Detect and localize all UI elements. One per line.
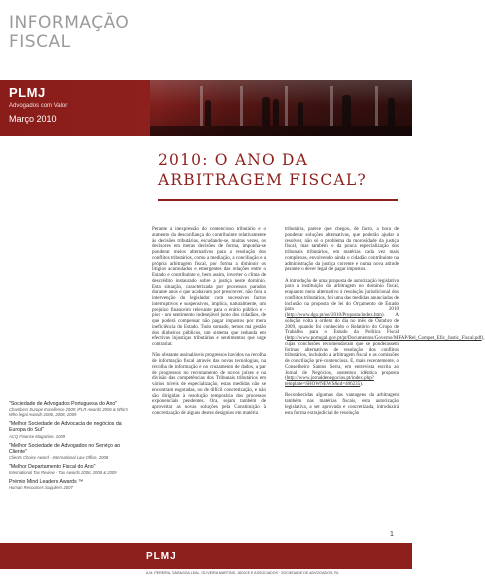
article-column-left [152,227,266,422]
award-item: "Melhor Sociedade de Advocacia de negócios da Europa do Sul" ACQ Finance Magazine, 2009 [9,421,122,439]
newsletter-title-line1: INFORMAÇÃO [9,13,130,33]
article-paragraph: Perante a inexpressão do contencioso tributário e o aumento da desconfiança do contribuinte relativamente às decisões tributárias, escudando-se, muitas vezes, os decisores em meras decisões de forma, impunha-se ponderar meios alternativos para a resolução dos conflitos tributários, como a mediação, a conciliação e a própria arbitragem fiscal, por forma a diminuir os litígios acumulados e emergentes das relações entre o Estado e contribuinte e, bem assim, inverter o clima de descrédito instaurado sobre a justiça neste domínio. Esta situação, caracterizada por processos parados durante anos e que acabavam por prescrever, não fora a intervenção do legislador com sucessivos factos interruptivos e suspensivos, implica, naturalmente, um prejuízo financeiro relevante para o erário público e - pior - um sentimento indesejável junto dos cidadãos, de que poderá compensar não pagar impostos por mera ineficiência do Estado. Tudo somado, temos má gestão dos dinheiros públicos, um sistema que redunda em efectivas injustiças tributárias e sentimentos que urge contrariar. [152,226,266,347]
brand-logo: PLMJ [9,85,46,100]
article-paragraph: tributária, parece que chegou, de facto, a hora de ponderar soluções alternativas, que poderão ajudar a resolver, não só o problema da morosidade da justiça fiscal, mas também o da pouca especialização dos tribunais tributários, em matérias cada vez mais complexas, envolvendo ainda o cidadão contribuinte na administração da justiça corrente e numa nova atitude perante o dever legal de pagar impostos. [285,226,399,273]
tax-report-link[interactable]: http://www.portugal.gov.pt/pt/Documentos/Governo/MFAP/Rel_Compet_Efic_Justic_Fiscal.pdf [286,335,482,341]
award-item: Prémio Mind Leaders Awards ™ Human Resources Suppliers 2007 [9,479,84,491]
article-title-line1: 2010: O ANO DA [158,151,309,169]
issue-date: Março 2010 [9,114,57,124]
page-number: 1 [390,531,394,538]
awards-list [9,401,134,494]
award-item: "Melhor Sociedade de Advogados no Serviço ao Cliente" Clients Choice Award - International Law Office, 2008 [9,442,121,461]
article-title [158,150,398,190]
footer-bar [0,543,412,569]
footer-logo: PLMJ [146,551,177,562]
newsletter-title [9,14,189,52]
article-paragraph: Não obstante assinaláveis progressos havidos na recolha de informação fiscal através das novas tecnologias, na recolha de informação e no cruzamento de dados, a par de progressos no recrutamento de novos juízes e na divisão das competências dos Tribunais tributários em vários níveis de especialização, estas medidas não se encontram esgotadas, ou de difícil concretização, e não são dirigidas à resolução temporária dos processos exponenciais pendentes. Ora, sejam também de aproveitar as novas soluções pela Constituição à concretização de alguns destes desígnios em matéria [152,352,266,416]
header-banner [0,80,412,136]
article-paragraph: Reconhecidas algumas das vantagens da arbitragem também nas matérias fiscais, esta autorização legislativa, a ser aprovada e concretizada, introduzirá esta forma extrajudicial de resolução [285,392,399,416]
article-column-right [285,226,485,422]
budget-proposal-link[interactable]: http://www.dgo.pt/oe/2010/Proposta/index.htm [286,312,382,318]
award-item: "Melhor Departamento Fiscal do Ano" International Tax Review - Tax Awards 2006, 2008 & 2009 [9,464,117,476]
award-item: "Sociedade de Advogados Portuguesa do Ano" Chambers Europe Excellence 2009; IFLR Awards 2006 & Who's Who legal Awards 2006, 2008, 2009 [9,401,129,418]
brand-tagline: Advogados com Valor [9,103,68,109]
footer-firm-name: A.M. PEREIRA, SÁRAGGA LEAL, OLIVEIRA MARTINS, JÚDICE E ASSOCIADOS · SOCIEDADE DE ADVOGADOS, RL [146,571,339,575]
article-paragraph: A introdução de uma proposta de autorização legislativa para a instituição da arbitragem no domínio fiscal, enquanto meio alternativo à resolução jurisdicional dos conflitos tributários, foi uma das medidas anunciadas de inclusão na proposta de lei do Orçamento de Estado para 2010 (http://www.dgo.pt/oe/2010/Proposta/index.htm). A solução volta à ordem do dia no mês de Outubro de 2009, quando foi conhecido o Relatório do Grupo de Trabalho para o Estudo da Política Fiscal (http://www.portugal.gov.pt/pt/Documentos/Governo/MFAP/Rel_Compet_Efic_Justic_Fiscal.pdf), cujas conclusões recomendavam que se ponderassem formas alternativas de resolução dos conflitos tributários, incluindo a arbitragem fiscal e as comissões de conciliação pré-contenciosa. E, mais recentemente, o Conselheiro Santos Serra, em entrevista escrita ao Jornal de Negócios, sustentou idêntica proposta (http://www.jornaldenegocios.pt/index.php?template=SHOWNEWS&id=406235). [285,277,485,387]
title-divider [158,199,398,201]
article-title-line2: ARBITRAGEM FISCAL? [158,171,367,189]
jornal-negocios-link[interactable]: http://www.jornaldenegocios.pt/index.php?template=SHOWNEWS&id=406235 [285,375,374,387]
newsletter-title-line2: FISCAL [9,32,71,52]
